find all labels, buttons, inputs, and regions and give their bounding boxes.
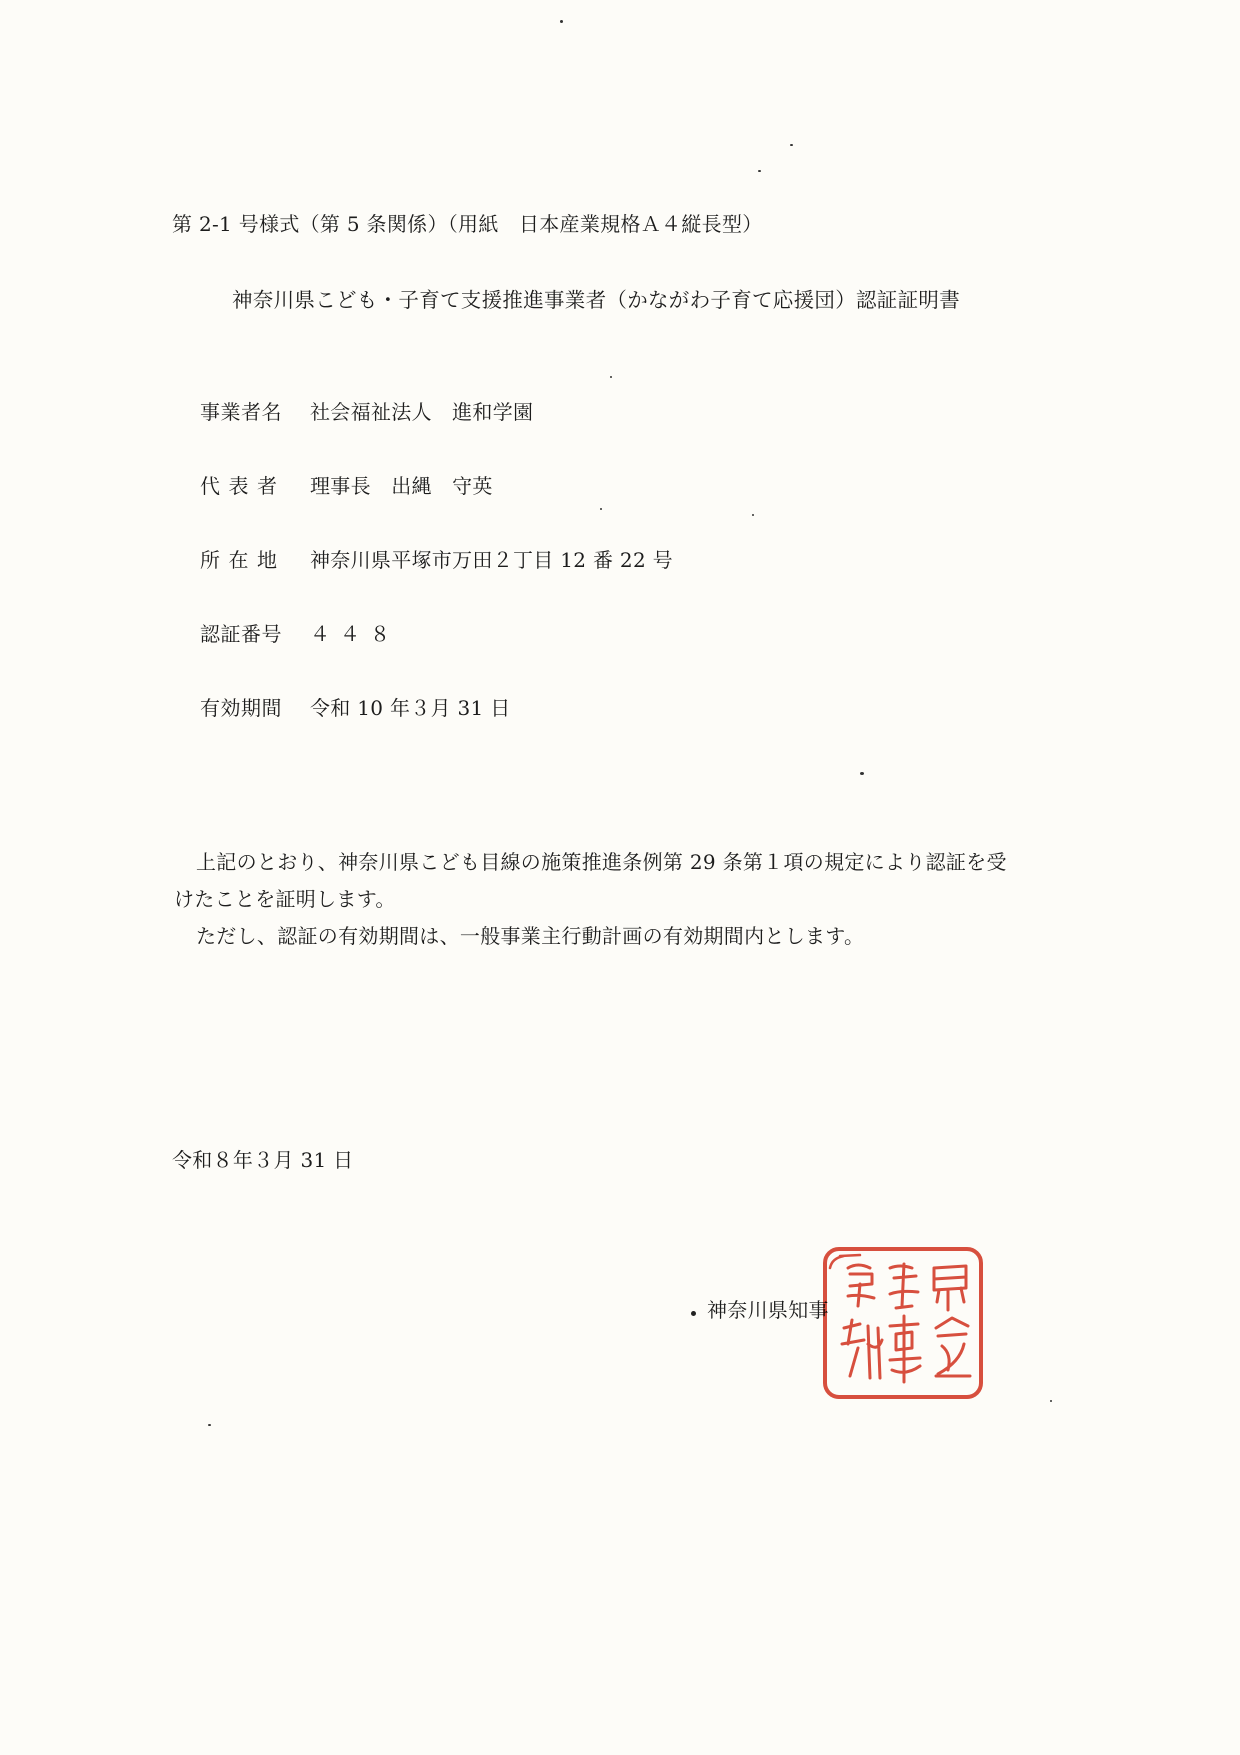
business-name-value: 社会福祉法人 進和学園 (310, 400, 534, 424)
official-seal-stamp (820, 1244, 986, 1402)
signer-title: 神奈川県知事 (707, 1298, 829, 1322)
business-name-label: 事業者名 (200, 400, 282, 424)
form-number: 第 2-1 号様式（第 5 条関係）（用紙 日本産業規格Ａ４縦長型） (172, 212, 763, 236)
address-label: 所在地 (200, 548, 286, 572)
validity-note: ただし、認証の有効期間は、一般事業主行動計画の有効期間内とします。 (196, 924, 865, 948)
validity-label: 有効期間 (200, 696, 282, 720)
issue-date: 令和８年３月 31 日 (172, 1148, 354, 1172)
signer-dot (691, 1311, 696, 1316)
cert-number-label: 認証番号 (200, 622, 282, 646)
representative-label: 代表者 (200, 474, 286, 498)
cert-number-value: ４４８ (310, 622, 400, 646)
validity-value: 令和 10 年３月 31 日 (310, 696, 511, 720)
document-title: 神奈川県こども・子育て支援推進事業者（かながわ子育て応援団）認証証明書 (232, 288, 960, 312)
address-value: 神奈川県平塚市万田２丁目 12 番 22 号 (310, 548, 673, 572)
certification-statement-line2: けたことを証明します。 (174, 887, 396, 911)
certification-statement-line1: 上記のとおり、神奈川県こども目線の施策推進条例第 29 条第１項の規定により認証を受 (196, 850, 1007, 874)
representative-value: 理事長 出縄 守英 (310, 474, 493, 498)
